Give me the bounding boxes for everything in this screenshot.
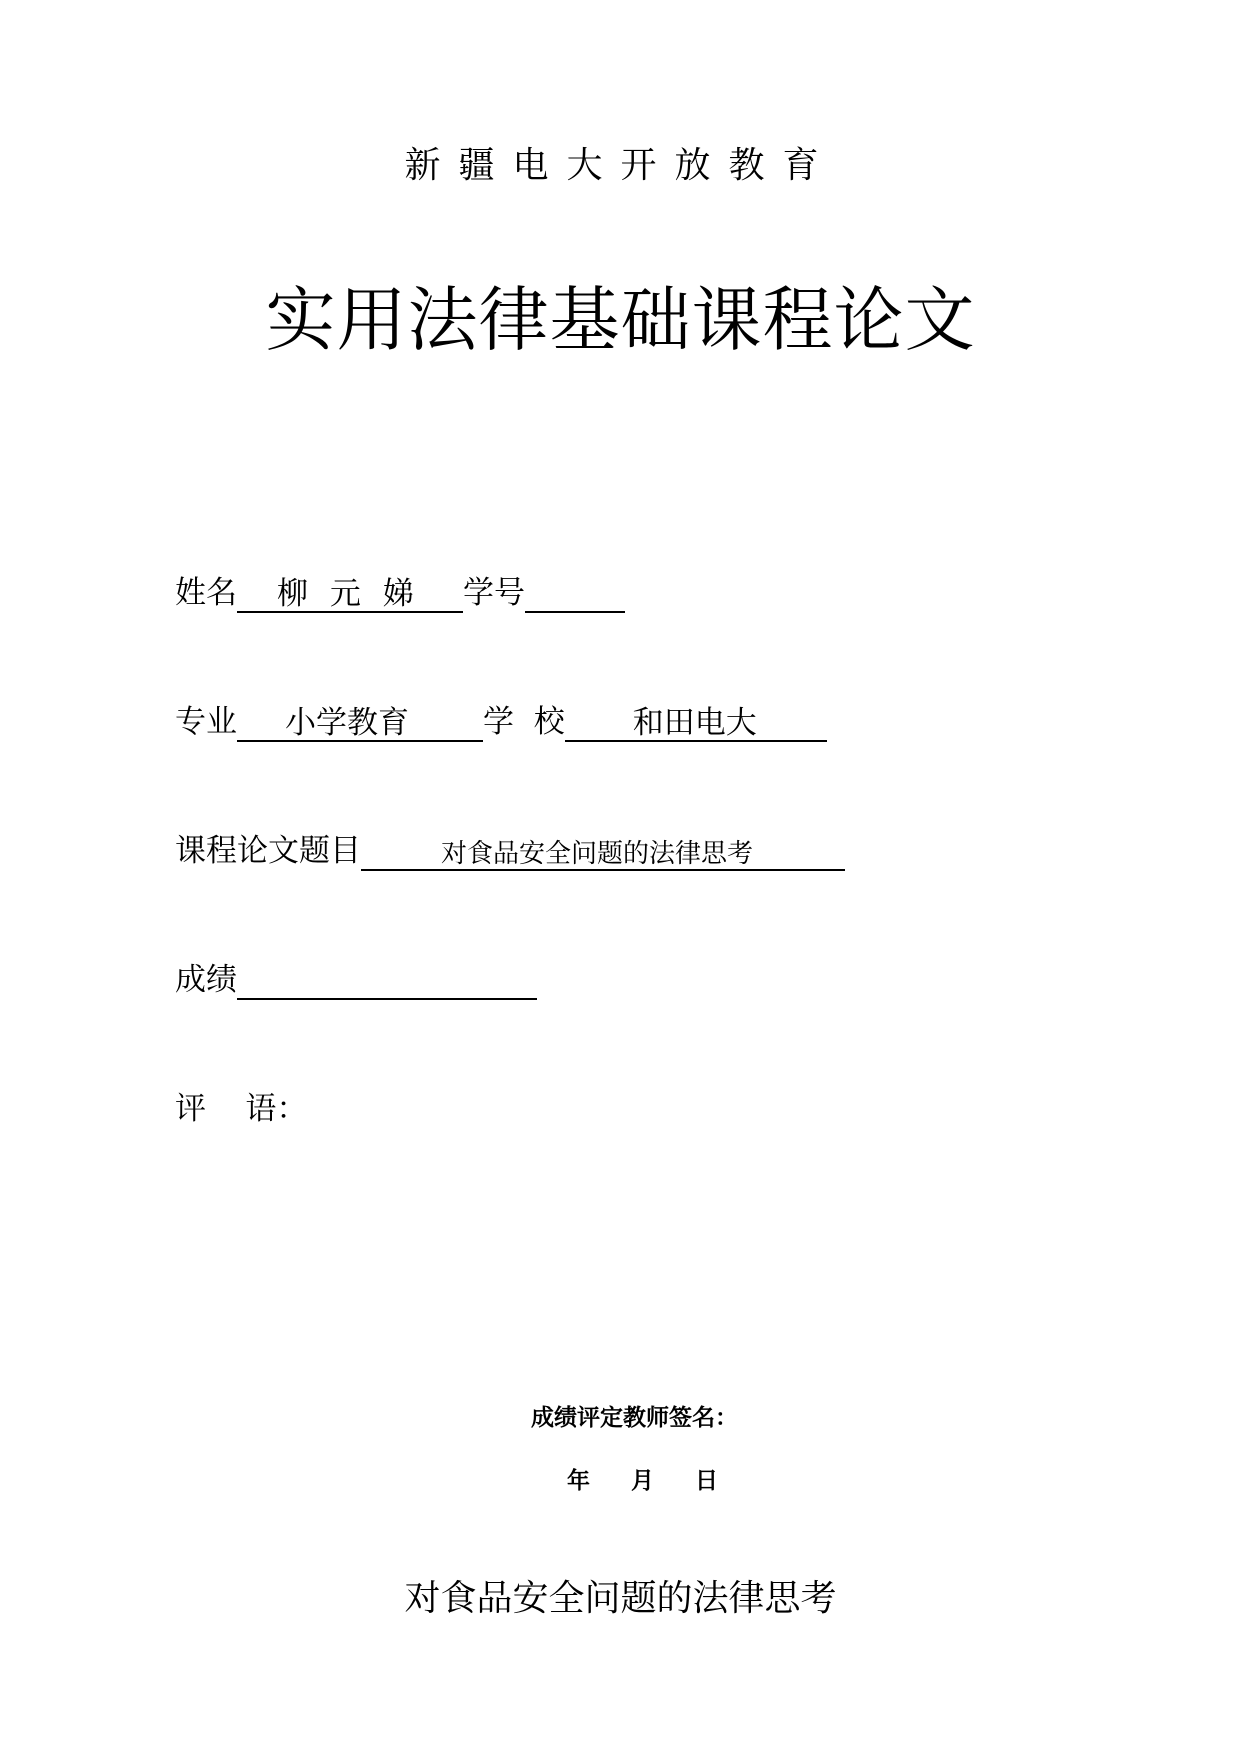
date-line: [567, 1466, 718, 1496]
name-text: 柳 元 娣: [277, 576, 420, 612]
comment-label: 评 语：: [175, 1091, 308, 1127]
student-id-blank: [525, 577, 625, 613]
institution-name: 新疆电大开放教育: [404, 145, 837, 186]
grade-label: 成绩: [175, 962, 237, 998]
essay-title: 对食品安全问题的法律思考: [404, 1578, 837, 1619]
comment-row: [175, 1089, 307, 1129]
year-label: 年: [567, 1468, 590, 1494]
topic-row: [175, 831, 845, 871]
school-value: [565, 706, 827, 742]
name-value: [237, 577, 463, 613]
major-text: 小学教育: [285, 705, 409, 741]
major-label: 专业: [175, 704, 237, 740]
month-label: 月: [631, 1468, 654, 1494]
name-row: [175, 573, 625, 613]
grade-blank: [237, 964, 537, 1000]
school-label: 学 校: [483, 704, 565, 740]
name-label: 姓名: [175, 575, 237, 611]
document-title: 实用法律基础课程论文: [265, 279, 976, 361]
school-text: 和田电大: [632, 705, 757, 741]
day-label: 日: [695, 1468, 718, 1494]
major-value: [237, 706, 483, 742]
major-row: [175, 702, 827, 742]
student-id-label: 学号: [463, 575, 525, 611]
topic-label: 课程论文题目: [175, 833, 361, 869]
topic-text: 对食品安全问题的法律思考: [441, 839, 754, 869]
teacher-signature-label: 成绩评定教师签名：: [531, 1405, 738, 1431]
topic-value: [361, 835, 845, 871]
grade-row: [175, 960, 537, 1000]
